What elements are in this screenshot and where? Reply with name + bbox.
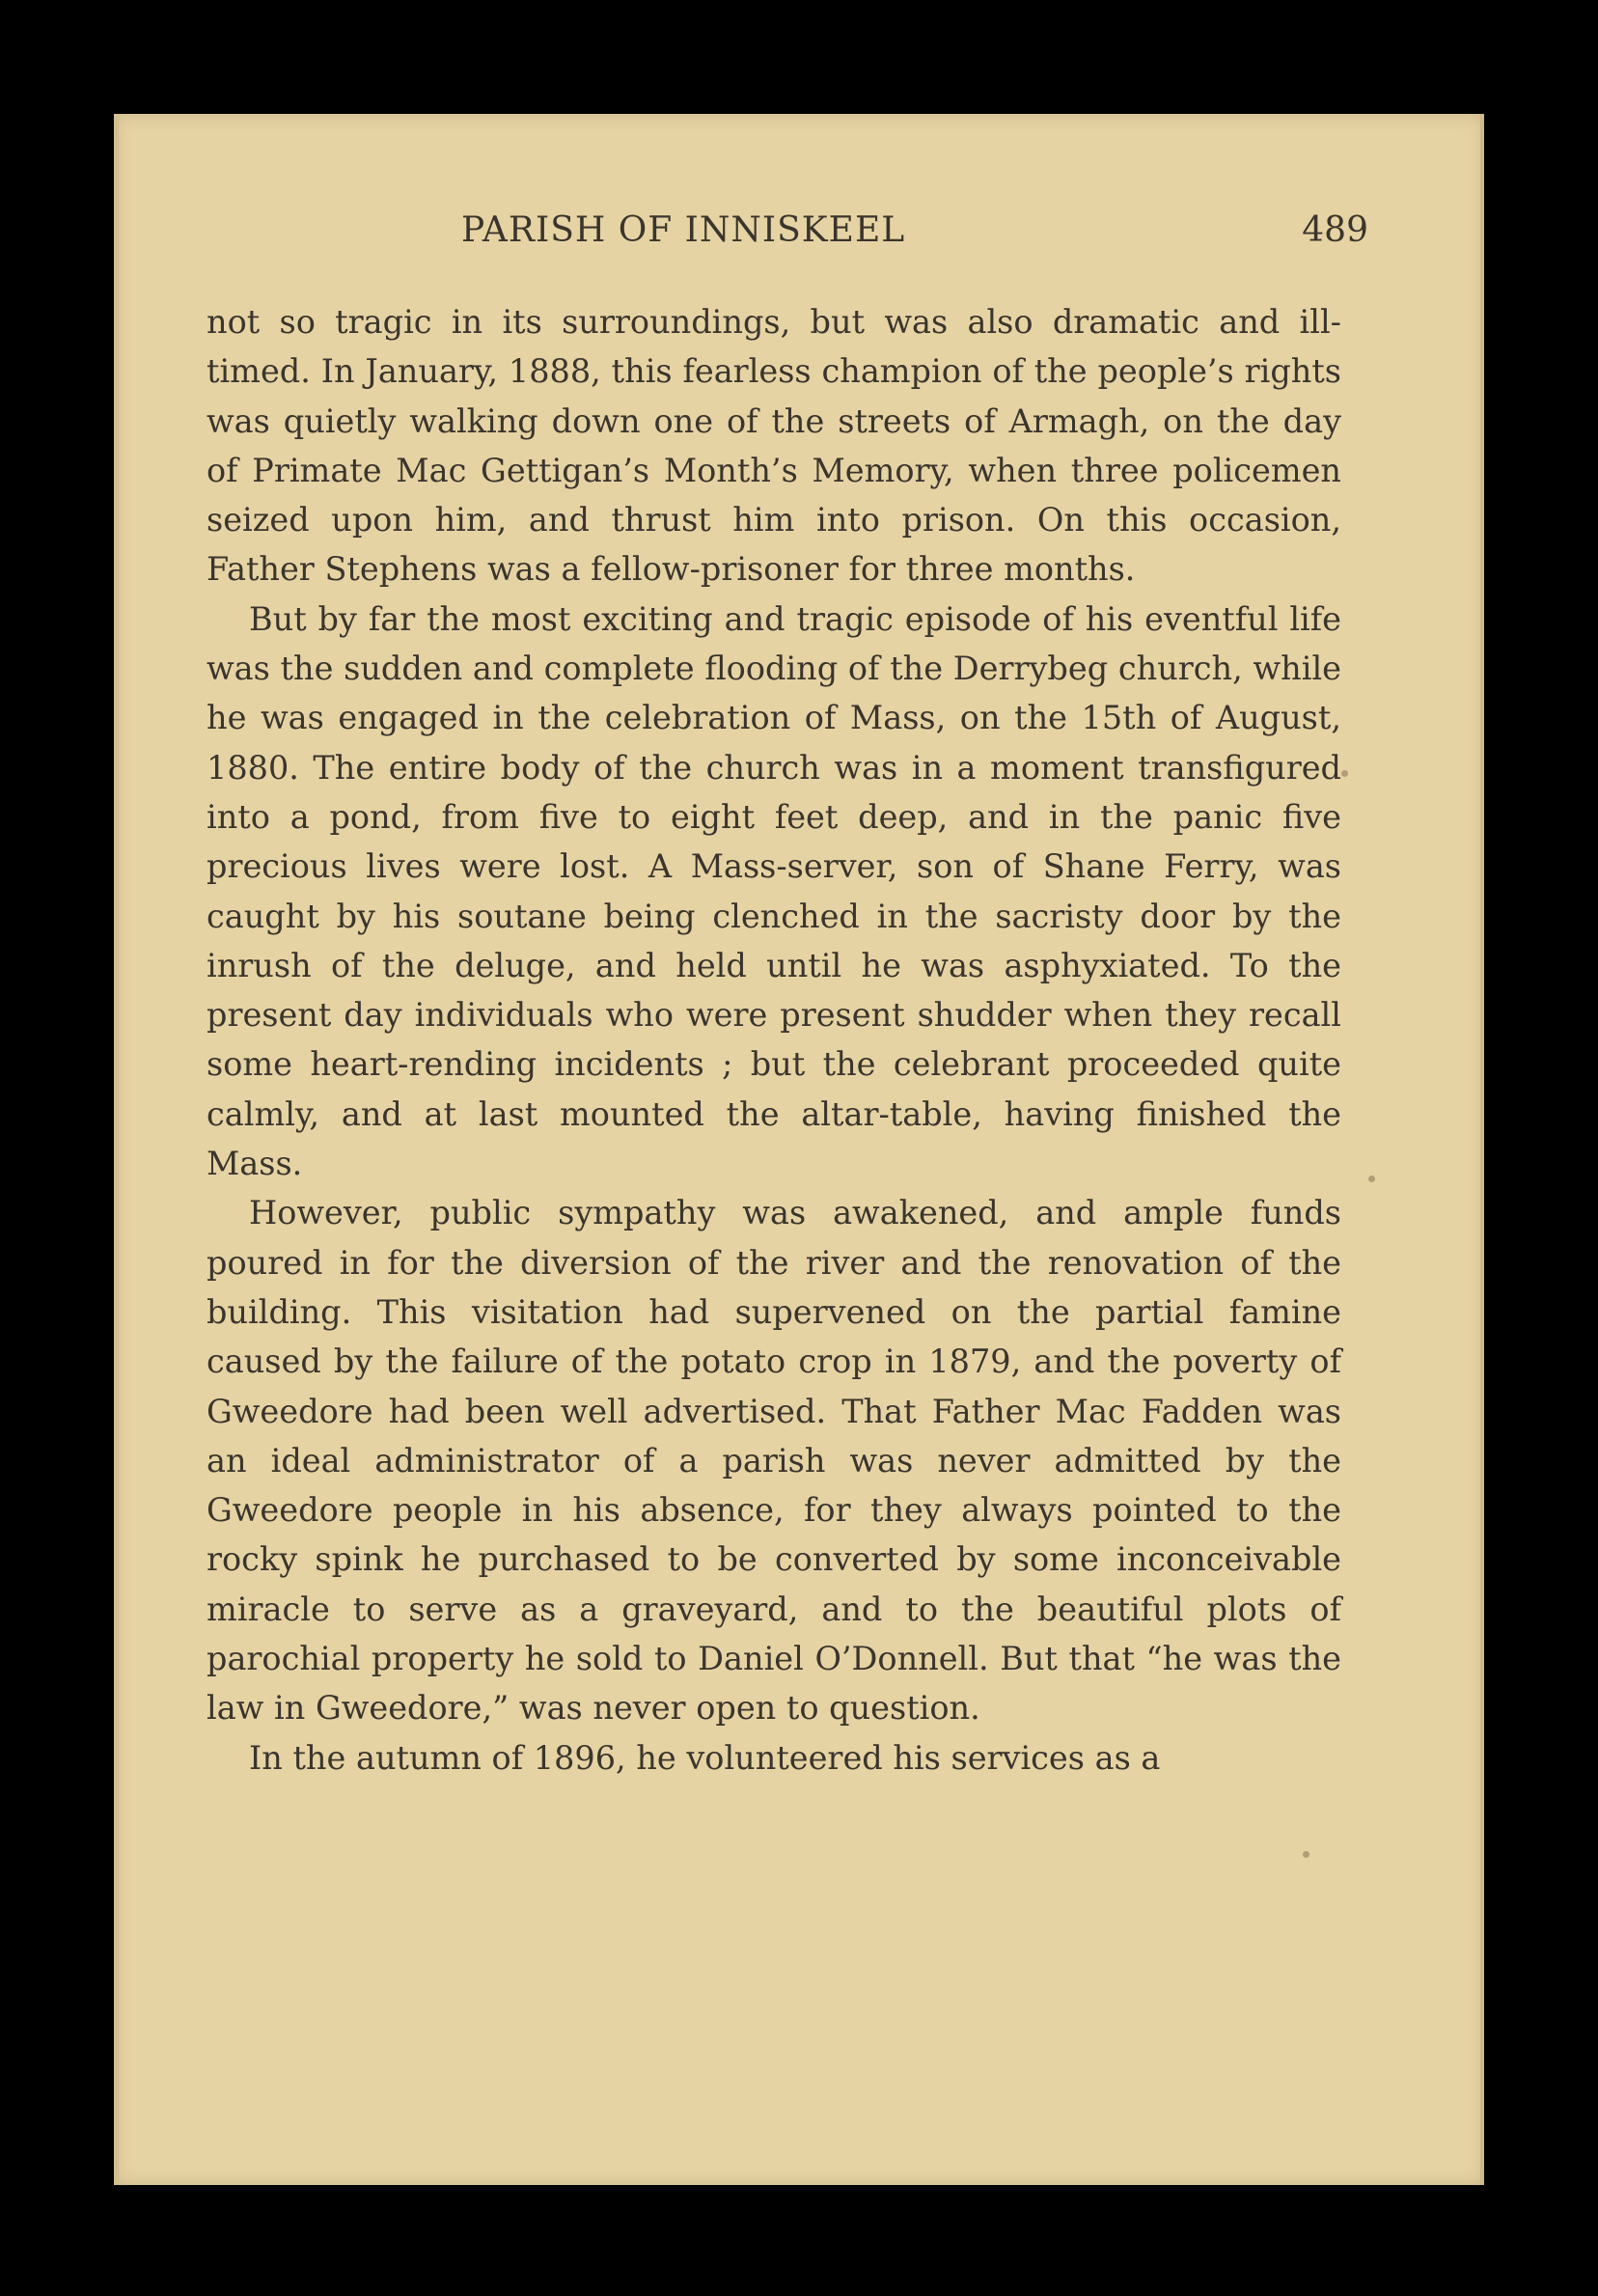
paper-speck [1341,770,1348,777]
running-head [461,210,1368,268]
book-page [114,114,1484,2185]
paragraph-autumn: In the autumn of 1896, he volunteered his services as a [249,1738,1161,1777]
paper-speck [1303,1851,1309,1858]
running-title: PARISH OF INNISKEEL [461,210,906,250]
paragraph-flooding: But by far the most exciting and tragic episode of his eventful life was the sudden and complete flooding of the Derrybeg church, while he was engaged in the celebration of Mass, on the 15th of August, 1880. The entire body of the church was in a moment transfigured into a pond, from five to eight feet deep, and in the panic five precious lives were lost. A Mass-server, son of Shane Ferry, was caught by his soutane being clenched in the sacristy door by the inrush of the deluge, and held until he was asphyxiated. To the present day individuals who were present shudder when they recall some heart-rending incidents ; but the celebrant proceeded quite calmly, and at last mounted the altar-table, having finished the Mass. [207,599,1341,1183]
page-number: 489 [1302,210,1368,250]
body-text [207,297,1341,1783]
page-edge-left [114,114,119,2185]
page-edge-right [1480,114,1484,2185]
paper-speck [1368,1176,1375,1182]
paragraph-sympathy: However, public sympathy was awakened, and ample funds poured in for the diversion of the river and the renovation of the building. This visitation had supervened on the partial famine caused by the failure of the potato crop in 1879, and the poverty of Gweedore had been well advertised. That Father Mac Fadden was an ideal administrator of a parish was never admitted by the Gweedore people in his absence, for they always pointed to the rocky spink he purchased to be converted by some inconceivable miracle to serve as a graveyard, and to the beautiful plots of parochial property he sold to Daniel O’Donnell. But that “he was the law in Gweedore,” was never open to question. [207,1194,1341,1728]
paragraph-continuation: not so tragic in its surroundings, but was also dramatic and ill-timed. In January, 1888, this fearless champion of the people’s rights was quietly walking down one of the streets of Armagh, on the day of Primate Mac Gettigan’s Month’s Memory, when three policemen seized upon him, and thrust him into prison. On this occasion, Father Stephens was a fellow-prisoner for three months. [207,303,1341,589]
